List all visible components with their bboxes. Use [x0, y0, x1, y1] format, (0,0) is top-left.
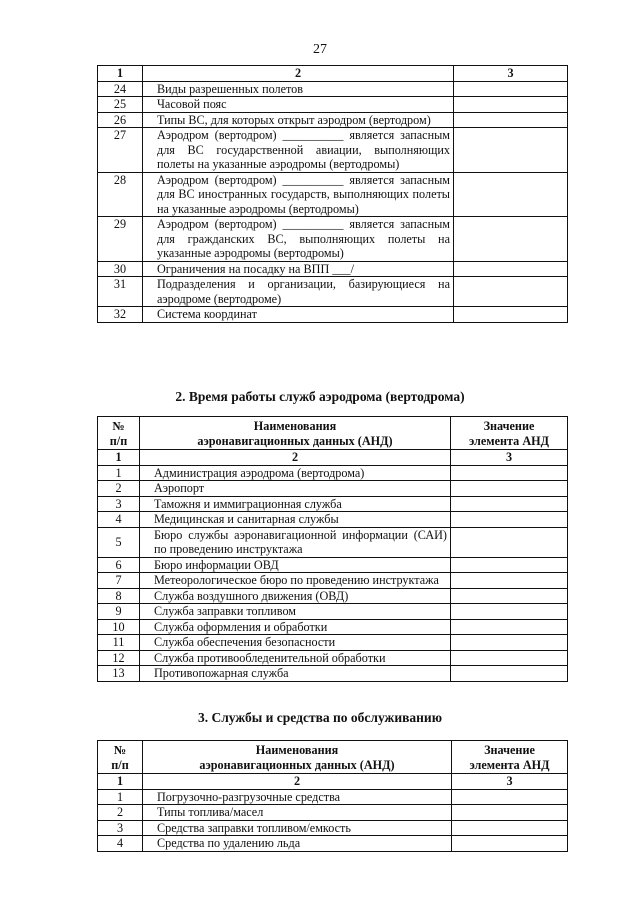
section-title-2: 2. Время работы служб аэродрома (вертодрома) [175, 389, 465, 404]
row-value [454, 172, 568, 217]
row-text: Бюро службы аэронавигационной информации (САИ) по проведению инструктажа [140, 527, 451, 557]
row-number: 4 [98, 512, 140, 528]
table-row [98, 789, 568, 805]
table-row [98, 619, 568, 635]
row-value [454, 81, 568, 97]
row-text: Служба заправки топливом [140, 604, 451, 620]
row-number: 3 [98, 496, 140, 512]
row-number: 2 [98, 805, 143, 821]
table-header-numbers: 1 2 3 [98, 450, 568, 466]
row-text: Аэропорт [140, 481, 451, 497]
row-number: 31 [98, 277, 143, 307]
table-row [98, 172, 568, 217]
row-value [451, 496, 568, 512]
page-number: 27 [313, 42, 327, 57]
table-row [98, 805, 568, 821]
table-row [98, 261, 568, 277]
row-value [451, 573, 568, 589]
row-number: 7 [98, 573, 140, 589]
row-text: Погрузочно-разгрузочные средства [143, 789, 452, 805]
table-row [98, 666, 568, 682]
row-value [454, 277, 568, 307]
row-value [452, 789, 568, 805]
row-text: Подразделения и организации, базирующиеся на аэродроме (вертодроме) [143, 277, 454, 307]
table-row [98, 836, 568, 852]
table-row [98, 820, 568, 836]
row-text: Типы ВС, для которых открыт аэродром (вертодром) [143, 112, 454, 128]
row-number: 13 [98, 666, 140, 682]
row-number: 26 [98, 112, 143, 128]
row-text: Бюро информации ОВД [140, 557, 451, 573]
row-value [451, 527, 568, 557]
row-number: 8 [98, 588, 140, 604]
row-number: 28 [98, 172, 143, 217]
col-header-name: Наименования аэронавигационных данных (АНД) [143, 741, 452, 774]
row-value [454, 261, 568, 277]
table-row [98, 527, 568, 557]
row-value [451, 465, 568, 481]
row-text: Аэродром (вертодром) __________ является запасным для гражданских ВС, выполняющих полеты на указанные аэродромы (вертодромы) [143, 217, 454, 262]
row-number: 27 [98, 128, 143, 173]
row-value [452, 836, 568, 852]
table-row [98, 496, 568, 512]
table-row [98, 307, 568, 323]
row-text: Аэродром (вертодром) __________ является запасным для ВС государственной авиации, выполняющих полеты на указанные аэродромы (вертодромы) [143, 128, 454, 173]
row-number: 25 [98, 97, 143, 113]
row-text: Виды разрешенных полетов [143, 81, 454, 97]
table-row [98, 481, 568, 497]
row-value [451, 635, 568, 651]
table-row [98, 588, 568, 604]
row-text: Метеорологическое бюро по проведению инструктажа [140, 573, 451, 589]
row-number: 2 [98, 481, 140, 497]
row-text: Служба оформления и обработки [140, 619, 451, 635]
table-header [98, 417, 568, 450]
row-text: Типы топлива/масел [143, 805, 452, 821]
row-number: 4 [98, 836, 143, 852]
row-value [451, 512, 568, 528]
row-text: Средства заправки топливом/емкость [143, 820, 452, 836]
row-number: 32 [98, 307, 143, 323]
row-text: Ограничения на посадку на ВПП ___/ [143, 261, 454, 277]
row-number: 6 [98, 557, 140, 573]
table-row [98, 277, 568, 307]
table-services [97, 740, 568, 852]
row-number: 24 [98, 81, 143, 97]
table-row [98, 573, 568, 589]
row-number: 30 [98, 261, 143, 277]
table-row [98, 557, 568, 573]
table-continued [97, 65, 568, 323]
table-row [98, 465, 568, 481]
row-text: Служба противообледенительной обработки [140, 650, 451, 666]
table-header [98, 741, 568, 774]
row-number: 29 [98, 217, 143, 262]
table-row [98, 604, 568, 620]
row-text: Система координат [143, 307, 454, 323]
row-number: 12 [98, 650, 140, 666]
row-text: Служба воздушного движения (ОВД) [140, 588, 451, 604]
row-text: Противопожарная служба [140, 666, 451, 682]
row-value [451, 650, 568, 666]
table-row [98, 217, 568, 262]
row-number: 10 [98, 619, 140, 635]
row-text: Служба обеспечения безопасности [140, 635, 451, 651]
row-value [451, 588, 568, 604]
row-number: 5 [98, 527, 140, 557]
table-row [98, 512, 568, 528]
table-row [98, 112, 568, 128]
table-header-numbers: 1 2 3 [98, 774, 568, 790]
row-text: Аэродром (вертодром) __________ является запасным для ВС иностранных государств, выполняющих полеты на указанные аэродромы (вертодромы) [143, 172, 454, 217]
row-value [452, 820, 568, 836]
row-value [454, 307, 568, 323]
row-value [451, 619, 568, 635]
row-value [451, 481, 568, 497]
row-number: 3 [98, 820, 143, 836]
row-value [454, 97, 568, 113]
row-value [451, 666, 568, 682]
row-value [451, 604, 568, 620]
col-header-value: Значение элемента АНД [451, 417, 568, 450]
col-header-number: № п/п [98, 417, 140, 450]
row-number: 11 [98, 635, 140, 651]
row-value [454, 128, 568, 173]
row-text: Таможня и иммиграционная служба [140, 496, 451, 512]
table-row [98, 128, 568, 173]
table-row [98, 81, 568, 97]
col-header-value: Значение элемента АНД [452, 741, 568, 774]
col-header-number: № п/п [98, 741, 143, 774]
section-title-3: 3. Службы и средства по обслуживанию [197, 710, 443, 725]
table-row [98, 635, 568, 651]
row-text: Администрация аэродрома (вертодрома) [140, 465, 451, 481]
row-text: Часовой пояс [143, 97, 454, 113]
row-number: 1 [98, 789, 143, 805]
table-work-hours [97, 416, 568, 682]
row-value [451, 557, 568, 573]
row-value [454, 112, 568, 128]
row-number: 1 [98, 465, 140, 481]
row-value [454, 217, 568, 262]
row-number: 9 [98, 604, 140, 620]
row-text: Медицинская и санитарная службы [140, 512, 451, 528]
row-value [452, 805, 568, 821]
row-text: Средства по удалению льда [143, 836, 452, 852]
table-header-numbers: 1 2 3 [98, 66, 568, 82]
col-header-name: Наименования аэронавигационных данных (АНД) [140, 417, 451, 450]
table-row [98, 650, 568, 666]
table-row [98, 97, 568, 113]
